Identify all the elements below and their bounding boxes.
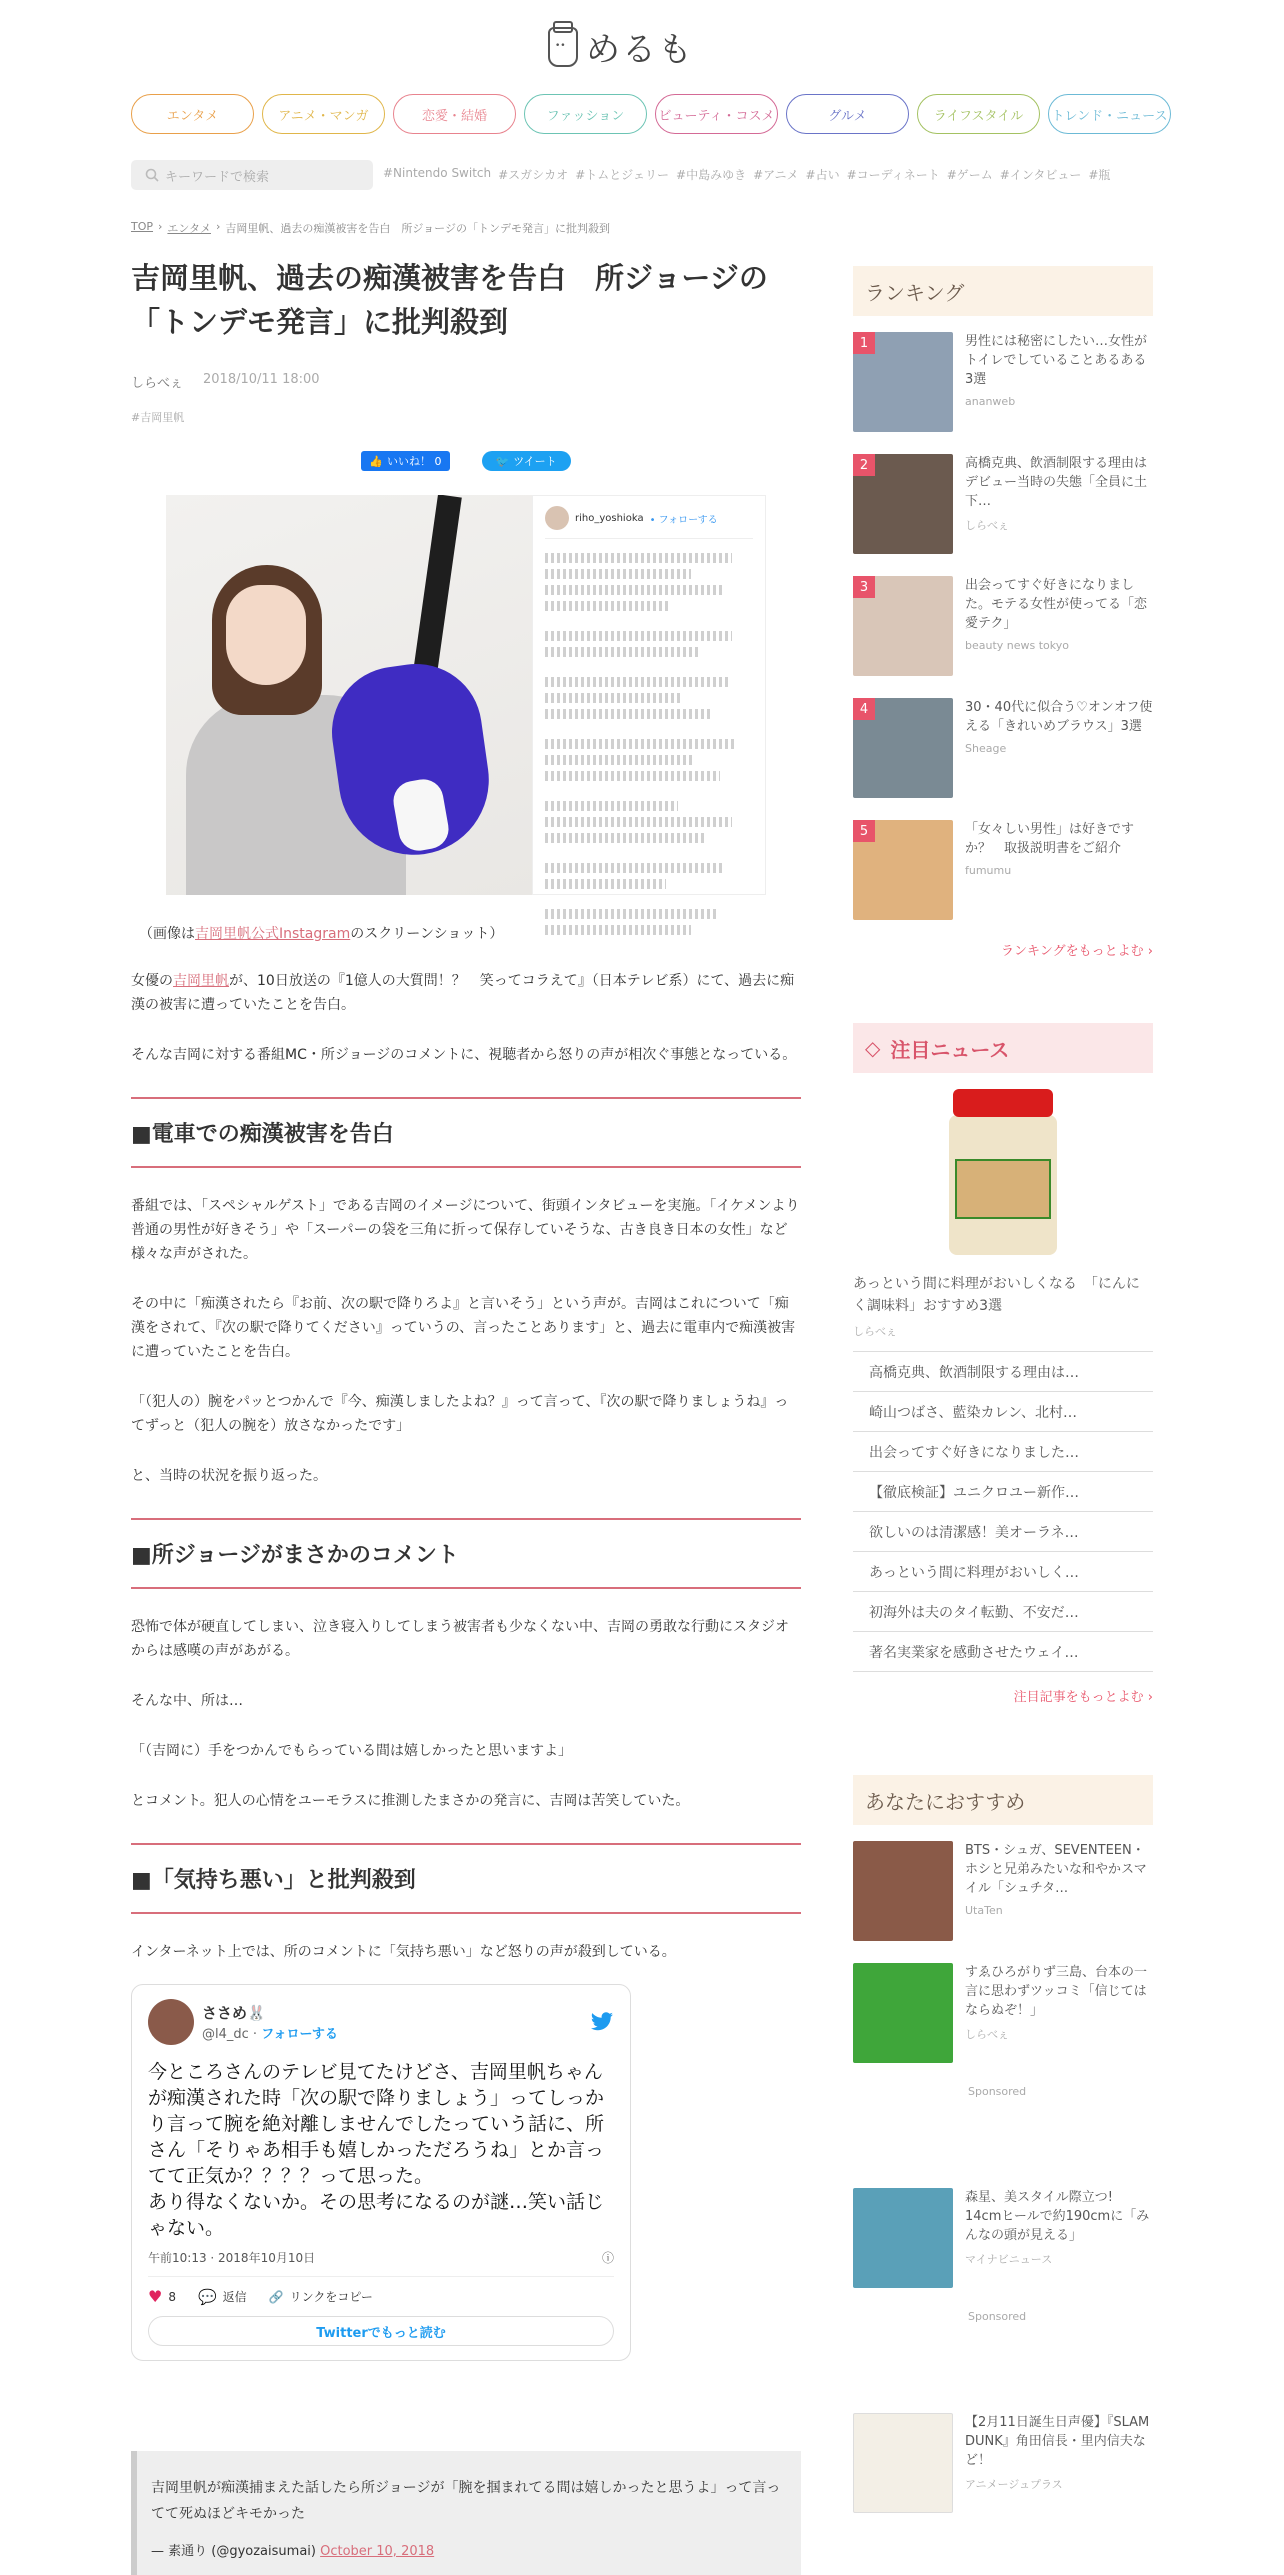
recommend-item[interactable] [853,1963,1153,2069]
caption-text: のスクリーンショット） [350,926,504,942]
ranking-text: 出会ってすぐ好きになりました。モテる女性が使ってる「恋愛テク」 [965,578,1148,631]
featured-source: しらべぇ [853,1325,897,1338]
recommend-text: BTS・シュガ、SEVENTEEN・ホシと兄弟みたいな和やかスマイル「シュチタ… [965,1843,1147,1896]
paragraph: とコメント。犯人の心情をユーモラスに推測したまさかの発言に、吉岡は苦笑していた。 [131,1793,690,1809]
tag-link[interactable]: #中島みゆき [676,168,747,182]
category-fashion[interactable]: ファッション [524,94,647,134]
paragraph: そんな吉岡に対する番組MC・所ジョージのコメントに、視聴者から怒りの声が相次ぐ事態となっている。 [131,1047,797,1063]
section-heading: ■所ジョージがまさかのコメント [131,1518,801,1589]
news-item[interactable]: 崎山つばさ、藍染カレン、北村… [853,1392,1153,1432]
rank-number: 1 [853,332,875,354]
news-list [853,1351,1153,1672]
read-more-twitter-button[interactable]: Twitterでもっと読む [148,2316,614,2346]
featured-more-label: 注目記事をもっとよむ [1013,1690,1144,1705]
tag-link[interactable]: #瓶 [1088,168,1111,182]
instagram-side-panel [532,495,766,895]
recommend-thumbnail [853,2413,953,2513]
tag-list [383,166,1163,183]
sponsored-label: Sponsored [968,2310,1027,2323]
tag-link[interactable]: #コーディネート [846,168,940,182]
ranking-more-label: ランキングをもっとよむ [1001,944,1144,959]
tweet-timestamp[interactable]: 午前10:13 · 2018年10月10日 [148,2251,316,2265]
rank-number: 3 [853,576,875,598]
ranking-source: ananweb [965,395,1016,408]
paragraph: 番組では、「スペシャルゲスト」である吉岡のイメージについて、街頭インタビューを実施。「イケメンより普通の男性が好きそう」や「スーパーの袋を三角に折って保存していそうな、古き良き日本の女性」など様々な声がされた。 [131,1198,800,1262]
ranking-thumbnail [853,454,953,554]
category-nav [131,94,1171,134]
article [131,252,801,2575]
avatar [545,506,569,530]
instagram-follow[interactable]: • フォローする [649,514,718,526]
tweet-time-row [148,2249,614,2277]
breadcrumb-sep: › [158,220,163,233]
category-anime[interactable]: アニメ・マンガ [262,94,385,134]
ranking-more-link[interactable] [853,940,1153,959]
paragraph: 「（吉岡に）手をつかんでもらっている間は嬉しかったと思いますよ」 [131,1743,572,1759]
recommend-thumbnail [853,1963,953,2063]
ranking-thumbnail [853,332,953,432]
recommend-source: しらべぇ [965,2028,1009,2041]
ranking-text: 「女々しい男性」は好きですか？ 取扱説明書をご紹介 [965,822,1135,856]
ranking-item[interactable] [853,698,1153,804]
tag-link[interactable]: #トムとジェリー [575,168,670,182]
quote-text: 吉岡里帆が痴漢捕まえた話したら所ジョージが「腕を掴まれてる間は嬉しかったと思うよ」って言ってて死ぬほどキモかった [151,2480,781,2522]
instagram-header [545,506,753,539]
tag-link[interactable]: #Nintendo Switch [383,166,492,180]
tag-link[interactable]: #占い [805,168,840,182]
article-date: 2018/10/11 18:00 [203,372,320,387]
featured-more-link[interactable] [853,1686,1153,1705]
copy-link-label: リンクをコピー [289,2290,373,2304]
tag-link[interactable]: #アニメ [753,168,799,182]
site-logo[interactable] [548,22,694,71]
chevron-right-icon: › [1147,944,1153,959]
copy-link-action[interactable] [269,2288,373,2305]
caption-text: （画像は [139,926,195,942]
quote-source [151,2539,785,2565]
ranking-title: ランキング [853,266,1153,316]
section-heading: ■電車での痴漢被害を告白 [131,1097,801,1168]
category-lifestyle[interactable]: ライフスタイル [917,94,1040,134]
quoted-tweet [131,2451,801,2575]
tweet-actions [148,2287,614,2306]
recommend-thumbnail [853,1841,953,1941]
news-item[interactable]: 初海外は夫のタイ転勤、不安だ… [853,1592,1153,1632]
tweet-handle[interactable]: @l4_dc [202,2027,249,2042]
ranking-source: beauty news tokyo [965,639,1070,652]
facebook-like-label: いいね！ 0 [387,455,442,468]
actress-link[interactable]: 吉岡里帆 [173,973,229,989]
paragraph: と、当時の状況を振り返った。 [131,1468,327,1484]
site-name: めるも [586,30,694,70]
recommend-item[interactable] [853,2413,1153,2519]
search-placeholder: キーワードで検索 [165,169,270,185]
tag-link[interactable]: #スガシカオ [498,168,569,182]
tag-link[interactable]: #ゲーム [946,168,993,182]
ranking-item[interactable] [853,454,1153,560]
ranking-text: 高橋克典、飲酒制限する理由はデビュー当時の失態「全員に土下… [965,456,1148,509]
quote-date-link[interactable]: October 10, 2018 [320,2544,435,2559]
thumbs-up-icon: 👍 [369,454,384,468]
featured-title-bar [853,1023,1153,1073]
link-icon: 🔗 [268,2289,284,2304]
heart-icon: ♥ [148,2287,163,2306]
ranking-thumbnail [853,820,953,920]
instagram-embed[interactable] [166,495,766,895]
recommend-text: 森星、美スタイル際立つ! 14cmヒールで約190cmに「みんなの頭が見える」 [965,2190,1150,2243]
diamond-icon: ◇ [865,1036,881,1060]
featured-headline[interactable]: あっという間に料理がおいしくなる 「にんにく調味料」おすすめ3選 [853,1276,1140,1314]
tweet-header [148,1999,614,2045]
breadcrumb-top[interactable]: TOP [131,220,154,233]
category-love[interactable]: 恋愛・結婚 [393,94,516,134]
reply-label: 返信 [222,2290,247,2304]
article-title: 吉岡里帆、過去の痴漢被害を告白 所ジョージの「トンデモ発言」に批判殺到 [131,261,768,339]
featured-title: 注目ニュース [890,1037,1010,1062]
ranking-thumbnail [853,698,953,798]
ranking-item[interactable] [853,332,1153,438]
instagram-link[interactable]: 吉岡里帆公式Instagram [195,926,351,942]
paragraph: そんな中、所は… [131,1693,243,1709]
section-heading: ■「気持ち悪い」と批判殺到 [131,1843,801,1914]
reply-icon: 💬 [197,2287,217,2306]
sponsored-label: Sponsored [968,2085,1027,2098]
recommend-source: マイナビニュース [965,2253,1053,2266]
site-header [0,0,1284,80]
ranking-source: しらべぇ [965,519,1009,532]
facebook-like-button[interactable] [361,451,449,471]
article-author[interactable]: しらべぇ [131,376,184,391]
news-item[interactable]: 高橋克典、飲酒制限する理由は… [853,1352,1153,1392]
tweet-button[interactable] [482,451,571,471]
breadcrumb [131,220,610,236]
tag-link[interactable]: #インタビュー [999,168,1082,182]
article-tag[interactable]: #吉岡里帆 [131,411,185,424]
chevron-right-icon: › [1147,1690,1153,1705]
breadcrumb-current: 吉岡里帆、過去の痴漢被害を告白 所ジョージの「トンデモ発言」に批判殺到 [225,222,610,235]
info-icon[interactable]: ⓘ [601,2251,614,2265]
ranking-source: Sheage [965,742,1007,755]
instagram-photo [166,495,532,895]
paragraph [131,969,801,1017]
paragraph: 「（犯人の）腕をパッとつかんで『今、痴漢しましたよね？』って言って、『次の駅で降りましょうね』ってずっと（犯人の腕を）放さなかったです」 [131,1394,789,1434]
ranking-item[interactable] [853,820,1153,926]
tweet-follow[interactable]: フォローする [261,2027,338,2042]
quote-author: — 素通り (@gyozaisumai) [151,2544,316,2559]
recommend-item[interactable] [853,2188,1153,2294]
search-input[interactable] [131,160,373,190]
paragraph: その中に「痴漢されたら『お前、次の駅で降りろよ』と言いそう」という声が。吉岡はこれについて「痴漢をされて、『次の駅で降りてください』っていうの、言ったことあります」と、過去に電車内で痴漢被害に遭っていたことを告白。 [131,1296,796,1360]
article-meta [131,372,801,391]
recommend-item[interactable] [853,1841,1153,1947]
reply-action[interactable] [198,2288,247,2306]
paragraph: インターネット上では、所のコメントに「気持ち悪い」など怒りの声が殺到している。 [131,1944,676,1960]
news-item[interactable]: 【徹底検証】ユニクロユー新作… [853,1472,1153,1512]
image-caption [131,923,801,943]
paragraph-text: が、10日放送の『1億人の大質問！？ 笑ってコラえて』（日本テレビ系）にて、過去に痴漢の被害に遭っていたことを告白。 [131,973,795,1013]
avatar[interactable] [148,1999,194,2045]
category-trend[interactable]: トレンド・ニュース [1048,94,1171,134]
tweet-handle-row: @l4_dc · フォローする [202,2027,338,2042]
news-item[interactable]: 欲しいのは清潔感！美オーラネ… [853,1512,1153,1552]
tweet-body: 今ところさんのテレビ見てたけどさ、吉岡里帆ちゃんが痴漢された時「次の駅で降りましょう」ってしっかり言って腕を絶対離しませんでしたっていう話に、所さん「そりゃあ相手も嬉しかっただろうね」とか言ってて正気か？？？？って思った。 あり得なくないか。その思考になるのが謎…笑い話じゃない。 [148,2061,605,2239]
share-buttons [131,451,801,471]
paragraph-text: 女優の [131,973,173,989]
featured-image[interactable] [943,1089,1063,1259]
tweet-embed[interactable] [131,1984,631,2361]
news-item[interactable]: あっという間に料理がおいしく… [853,1552,1153,1592]
breadcrumb-sep: › [215,220,221,233]
like-count: 8 [168,2289,176,2304]
twitter-bird-icon: 🐦 [495,454,510,468]
ranking-text: 30・40代に似合う♡オンオフ使える「きれいめブラウス」3選 [965,700,1153,734]
category-entame[interactable]: エンタメ [131,94,254,134]
ranking-source: fumumu [965,864,1012,877]
recommend-title: あなたにおすすめ [853,1775,1153,1825]
ranking-item[interactable] [853,576,1153,682]
instagram-user[interactable]: riho_yoshioka [575,512,644,524]
news-item[interactable]: 出会ってすぐ好きになりました… [853,1432,1153,1472]
tweet-label: ツイート [513,455,557,468]
like-action[interactable] [148,2287,176,2306]
category-gourmet[interactable]: グルメ [786,94,909,134]
recommend-source: アニメージュプラス [965,2478,1063,2491]
rank-number: 2 [853,454,875,476]
ranking-text: 男性には秘密にしたい…女性がトイレでしていることあるある3選 [965,334,1148,387]
twitter-bird-icon[interactable] [590,2012,614,2032]
news-item[interactable]: 著名実業家を感動させたウェイ… [853,1632,1153,1672]
jar-icon [548,27,578,67]
breadcrumb-category[interactable]: エンタメ [167,222,211,235]
sidebar [853,266,1153,2519]
search-icon [145,168,159,182]
ranking-thumbnail [853,576,953,676]
paragraph: 恐怖で体が硬直してしまい、泣き寝入りしてしまう被害者も少なくない中、吉岡の勇敢な行動にスタジオからは感嘆の声があがる。 [131,1619,789,1659]
rank-number: 4 [853,698,875,720]
recommend-text: すゑひろがりず三島、台本の一言に思わずツッコミ「信じてはならぬぞ！」 [965,1965,1148,2018]
tweet-author-name[interactable]: ささめ🐰 [202,2004,266,2022]
category-beauty[interactable]: ビューティ・コスメ [655,94,778,134]
recommend-source: UtaTen [965,1904,1003,1917]
recommend-thumbnail [853,2188,953,2288]
rank-number: 5 [853,820,875,842]
recommend-text: 【2月11日誕生日声優】『SLAM DUNK』角田信長・里内信夫など！ [965,2415,1150,2468]
